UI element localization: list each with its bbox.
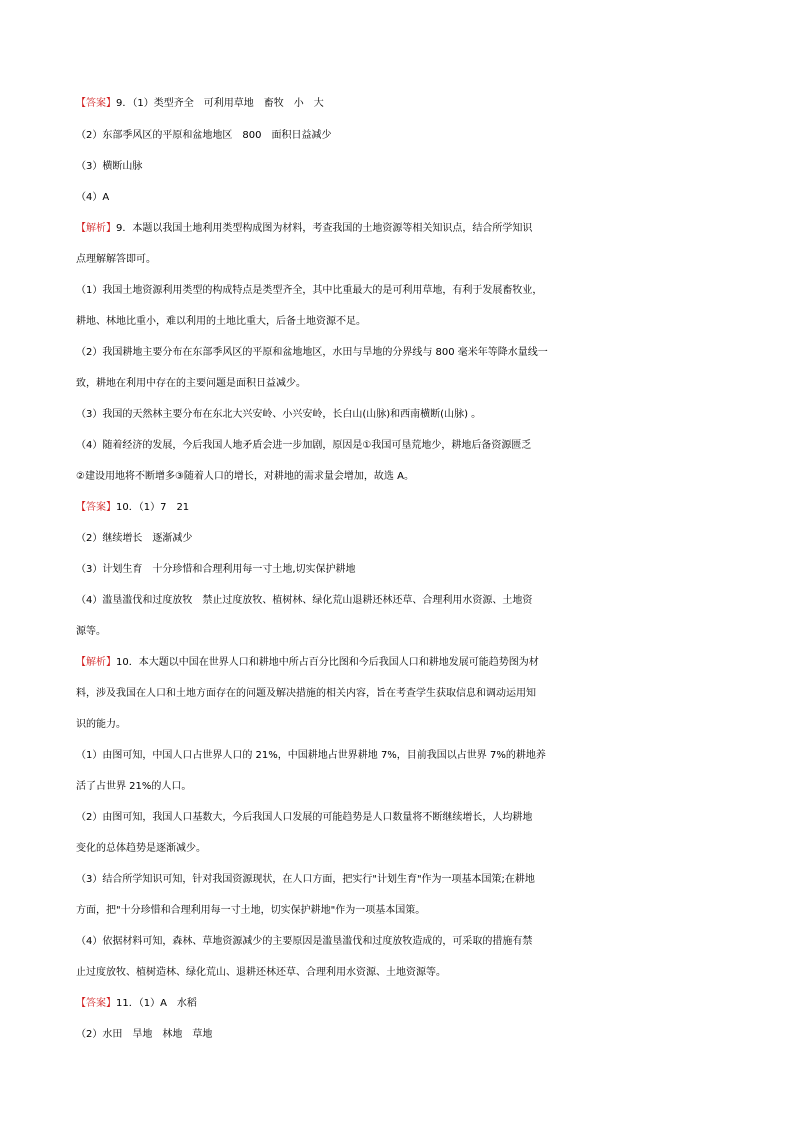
analysis-10-line-9: 方面，把"十分珍惜和合理利用每一寸土地，切实保护耕地"作为一项基本国策。 [76,905,426,916]
answer-10-line-5: 源等。 [76,626,106,637]
answer-10-line-3: （3）计划生育 十分珍惜和合理利用每一寸土地,切实保护耕地 [76,564,356,575]
analysis-tag: 【解析】 [76,223,116,234]
analysis-10-line-7: 变化的总体趋势是逐渐减少。 [76,843,206,854]
analysis-9-line-9: ②建设用地将不断增多③随着人口的增长，对耕地的需求量会增加，故选 A。 [76,471,414,482]
answer-9-line-3: （3）横断山脉 [76,161,143,172]
analysis-10-line-6: （2）由图可知，我国人口基数大，今后我国人口发展的可能趋势是人口数量将不断继续增长，人均耕地 [76,812,533,823]
analysis-9-line-2: 点理解解答即可。 [76,254,156,265]
analysis-9-header [76,219,736,239]
answer-10-line-4: （4）滥垦滥伐和过度放牧 禁止过度放牧、植树林、绿化荒山退耕还林还草、合理利用水资源、土地资 [76,595,533,606]
analysis-10-line-4: （1）由图可知，中国人口占世界人口的 21%，中国耕地占世界耕地 7%，目前我国以占世界 7%的耕地养 [76,750,546,761]
analysis-9-line-4: 耕地、林地比重小，难以利用的土地比重大，后备土地资源不足。 [76,316,366,327]
analysis-text: 10．本大题以中国在世界人口和耕地中所占百分比图和今后我国人口和耕地发展可能趋势图为材 [116,657,539,668]
answer-tag: 【答案】 [76,502,116,513]
analysis-10-line-8: （3）结合所学知识可知，针对我国资源现状，在人口方面，把实行"计划生育"作为一项基本国策;在耕地 [76,874,535,885]
answer-10-header [76,498,736,518]
answer-9-line-4: （4）A [76,192,110,203]
answer-tag: 【答案】 [76,998,116,1009]
answer-tag: 【答案】 [76,98,116,109]
answer-11-header [76,994,736,1014]
answer-text: 11．（1）A 水稻 [116,998,197,1009]
analysis-10-line-3: 识的能力。 [76,719,126,730]
analysis-9-line-6: 致，耕地在利用中存在的主要问题是面积日益减少。 [76,378,306,389]
analysis-10-line-5: 活了占世界 21%的人口。 [76,781,192,792]
analysis-9-line-8: （4）随着经济的发展，今后我国人地矛盾会进一步加剧，原因是①我国可垦荒地少，耕地后备资源匮乏 [76,440,532,451]
analysis-9-line-7: （3）我国的天然林主要分布在东北大兴安岭、小兴安岭，长白山(山脉)和西南横断(山脉) 。 [76,409,482,420]
analysis-tag: 【解析】 [76,657,116,668]
answer-9-line-2: （2）东部季风区的平原和盆地地区 800 面积日益减少 [76,130,332,141]
analysis-10-line-2: 料，涉及我国在人口和土地方面存在的问题及解决措施的相关内容，旨在考查学生获取信息和调动运用知 [76,688,536,699]
analysis-10-line-10: （4）依据材料可知，森林、草地资源减少的主要原因是滥垦滥伐和过度放牧造成的，可采取的措施有禁 [76,936,533,947]
analysis-10-header [76,653,736,673]
answer-text: 10．（1）7 21 [116,502,190,513]
answer-10-line-2: （2）继续增长 逐渐减少 [76,533,193,544]
answer-11-line-2: （2）水田 旱地 林地 草地 [76,1029,213,1040]
answer-text: 9．（1）类型齐全 可利用草地 畜牧 小 大 [116,98,324,109]
analysis-9-line-5: （2）我国耕地主要分布在东部季风区的平原和盆地地区，水田与旱地的分界线与 800 毫米年等降水量线一 [76,347,548,358]
analysis-10-line-11: 止过度放牧、植树造林、绿化荒山、退耕还林还草、合理利用水资源、土地资源等。 [76,967,446,978]
analysis-9-line-3: （1）我国土地资源利用类型的构成特点是类型齐全，其中比重最大的是可利用草地，有利于发展畜牧业， [76,285,543,296]
answer-9-header [76,94,736,114]
analysis-text: 9．本题以我国土地利用类型构成图为材料，考查我国的土地资源等相关知识点，结合所学知识 [116,223,533,234]
